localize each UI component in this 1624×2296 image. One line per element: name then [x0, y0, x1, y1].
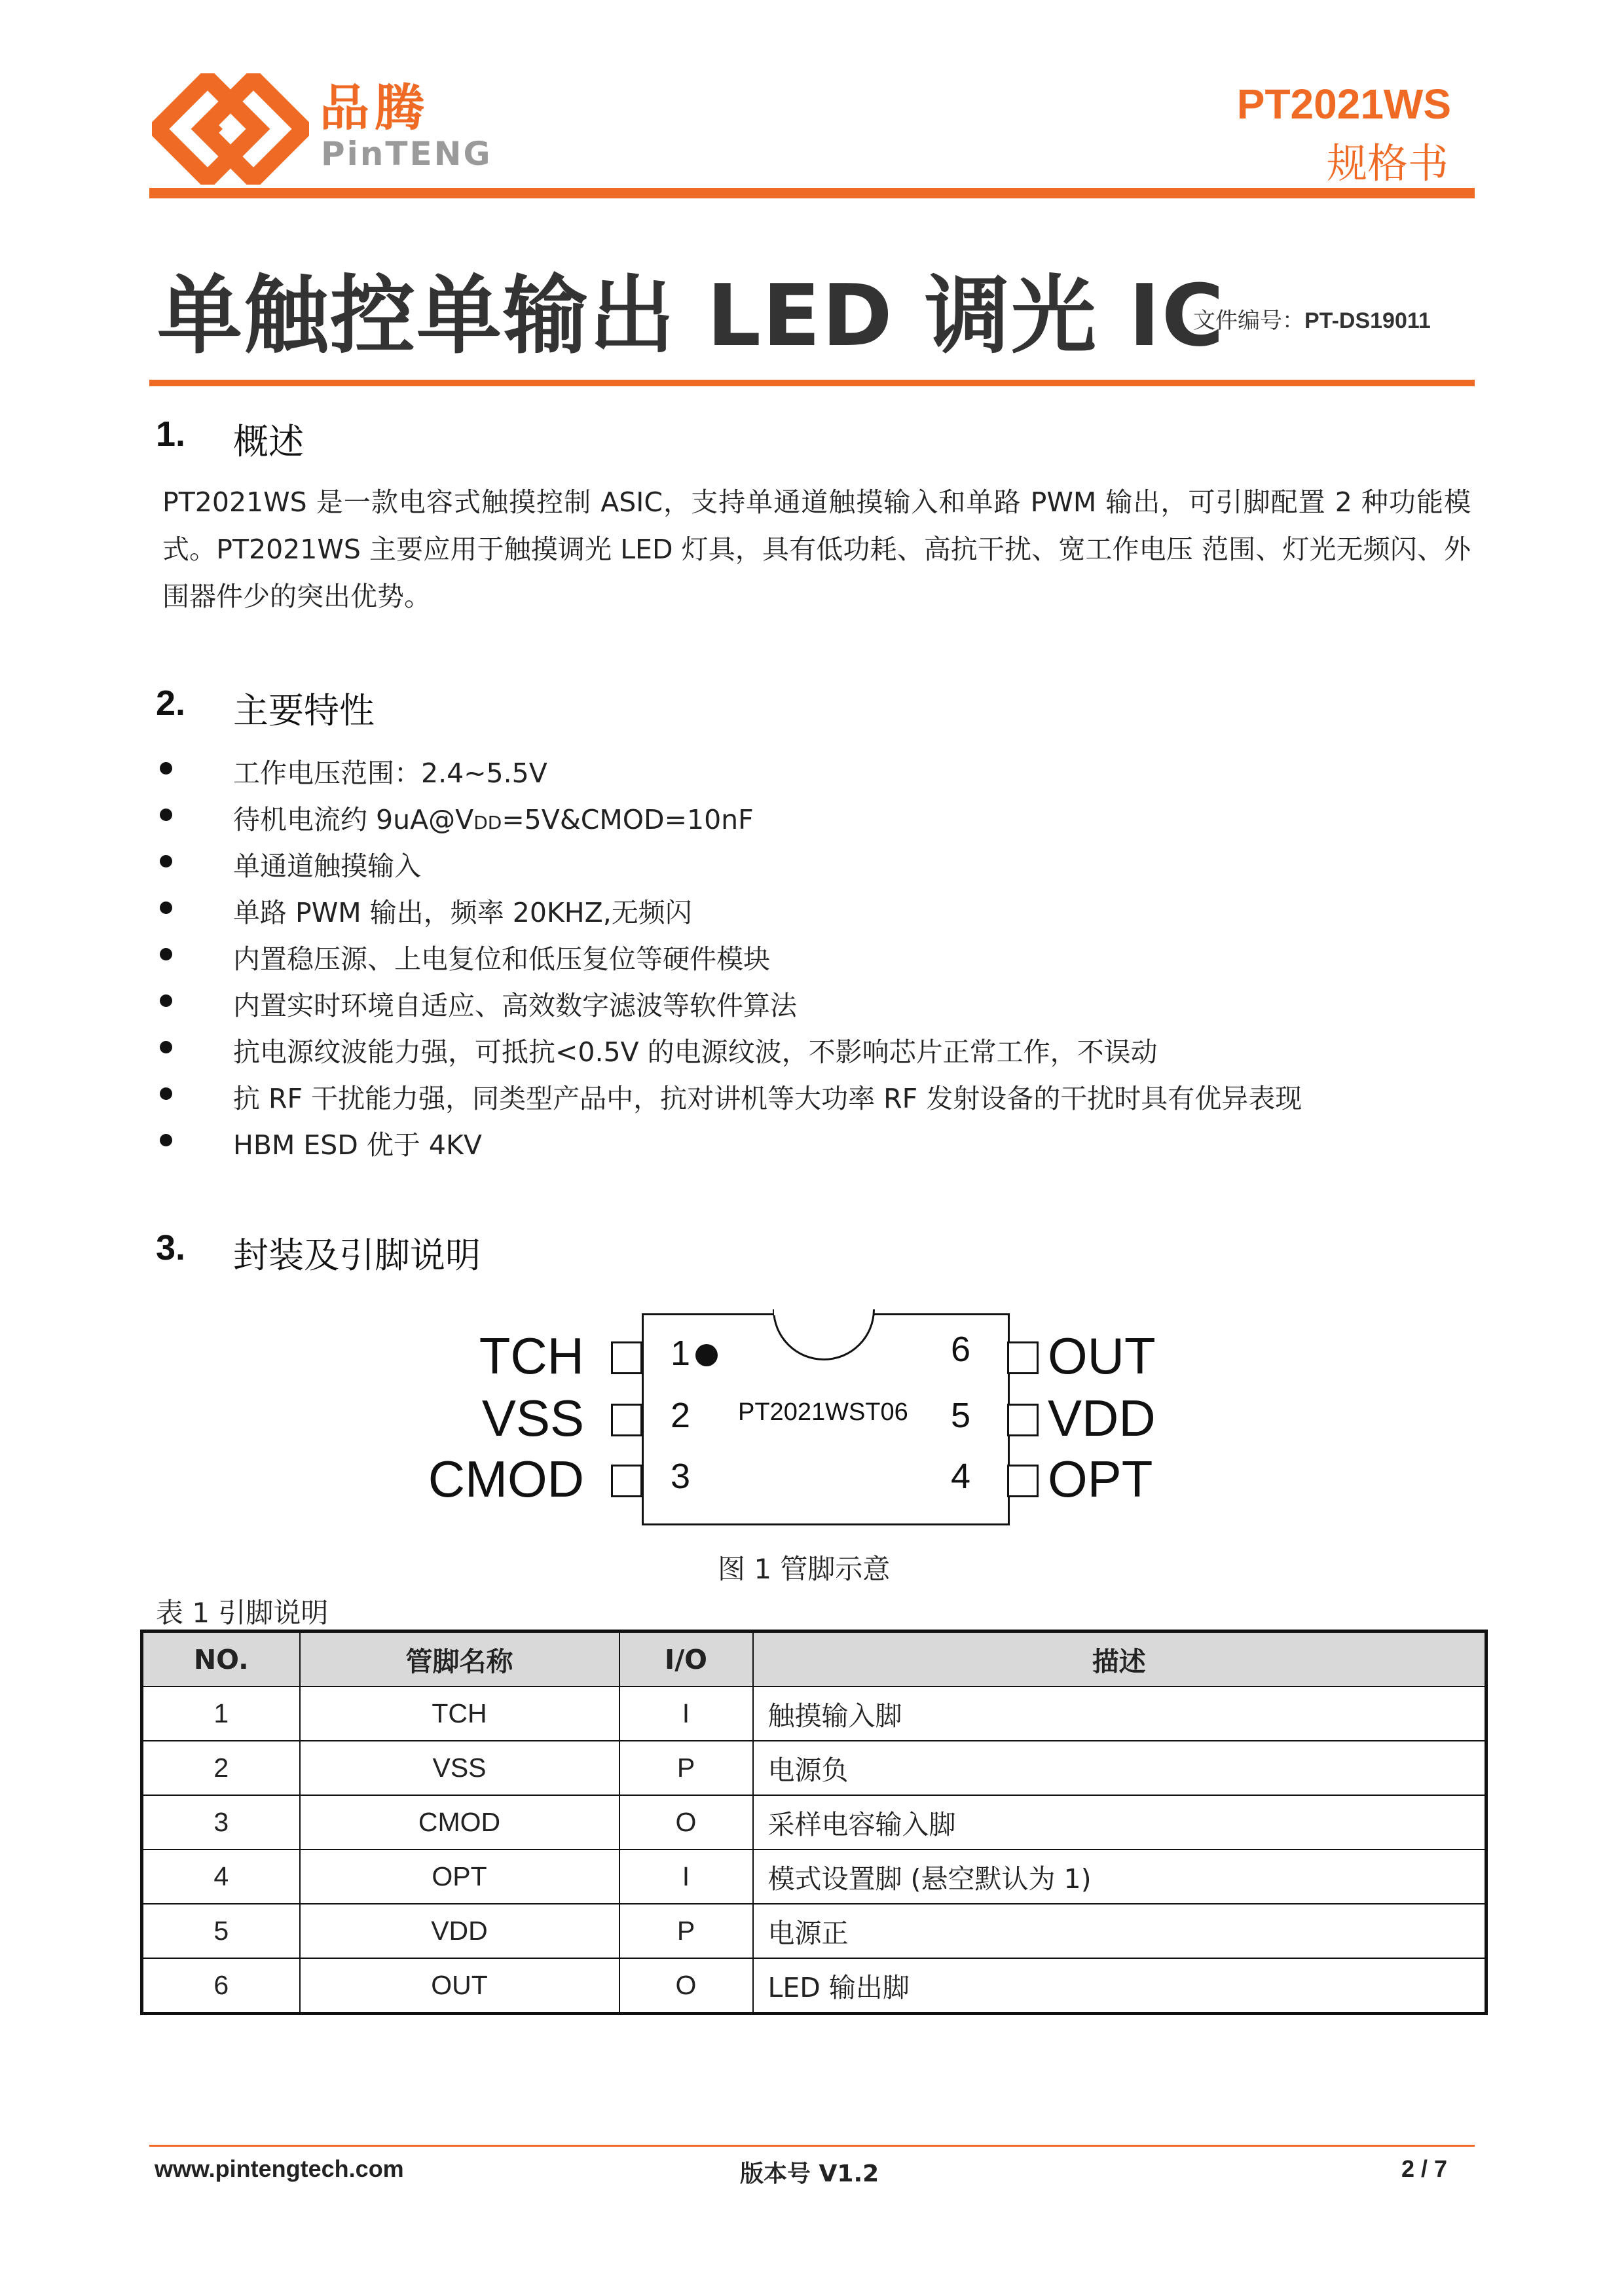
bullet-icon	[160, 902, 172, 914]
bullet-icon	[160, 948, 172, 960]
feature-item: 单通道触摸输入	[233, 850, 421, 882]
table-row	[142, 1850, 1486, 1904]
chip-part-number: PT2021WST06	[738, 1398, 908, 1426]
table-cell: P	[619, 1904, 753, 1958]
pin-label-right-4: OPT	[1048, 1450, 1153, 1508]
section-1-title: 概述	[233, 421, 304, 462]
pin-number: 3	[671, 1457, 691, 1496]
table-row	[142, 1795, 1486, 1850]
feature-item: 工作电压范围：2.4~5.5V	[233, 757, 547, 789]
table-row	[142, 1958, 1486, 2014]
pin-label-left-3: CMOD	[428, 1450, 584, 1508]
doc-number-label: 文件编号：	[1193, 308, 1304, 334]
section-1-number: 1.	[156, 414, 186, 454]
pin-label-left-1: TCH	[479, 1327, 584, 1385]
pin-pad	[1007, 1465, 1039, 1497]
table-cell: 5	[142, 1904, 300, 1958]
table-row	[142, 1741, 1486, 1795]
doc-product-code: PT2021WS	[1236, 81, 1451, 128]
brand-name-en: PinTENG	[321, 135, 492, 173]
table-cell: VDD	[300, 1904, 619, 1958]
pin-pad	[1007, 1404, 1039, 1436]
footer-rule	[149, 2145, 1475, 2147]
table-cell: 触摸输入脚	[753, 1686, 1486, 1741]
feature-item	[233, 798, 754, 837]
bullet-icon	[160, 855, 172, 867]
footer-page-number: 2 / 7	[1401, 2155, 1448, 2182]
table-caption: 表 1 引脚说明	[156, 1597, 329, 1629]
feature-item: HBM ESD 优于 4KV	[233, 1129, 482, 1161]
doc-kind: 规格书	[1326, 139, 1449, 187]
table-cell: 电源正	[753, 1904, 1486, 1958]
table-cell: CMOD	[300, 1795, 619, 1850]
pin-pad	[611, 1465, 642, 1497]
feature-item: 单路 PWM 输出，频率 20KHZ,无频闪	[233, 897, 692, 928]
section-2-title: 主要特性	[233, 690, 375, 731]
feature-subscript: DD	[473, 812, 502, 833]
pin-number: 5	[951, 1396, 971, 1435]
table-cell: 6	[142, 1958, 300, 2014]
section-1-body: PT2021WS 是一款电容式触摸控制 ASIC，支持单通道触摸输入和单路 PWM 输出，可引脚配置 2 种功能模式。PT2021WS 主要应用于触摸调光 LED 灯具，具有低功耗、高抗干扰、宽工作电压 范围、灯光无频闪、外围器件少的突出优势。	[162, 486, 1471, 612]
pin-label-right-6: OUT	[1048, 1327, 1156, 1385]
figure-caption: 图 1 管脚示意	[718, 1553, 891, 1585]
table-cell: 2	[142, 1741, 300, 1795]
chip-notch-mask	[774, 1309, 870, 1315]
table-cell: 3	[142, 1795, 300, 1850]
footer-version: 版本号 V1.2	[740, 2160, 879, 2187]
pin-number: 2	[671, 1396, 691, 1435]
doc-number-value: PT-DS19011	[1304, 308, 1431, 333]
pin-pad	[611, 1341, 642, 1374]
pin-number: 6	[951, 1330, 971, 1369]
section-3-title: 封装及引脚说明	[233, 1235, 481, 1276]
page-title: 单触控单输出 LED 调光 IC	[157, 266, 1226, 365]
table-header-cell: I/O	[619, 1631, 753, 1687]
brand-logo-mark	[152, 73, 309, 185]
pin-1-marker-icon	[695, 1344, 718, 1366]
pin-pad	[1007, 1341, 1039, 1374]
feature-item: 抗 RF 干扰能力强，同类型产品中，抗对讲机等大功率 RF 发射设备的干扰时具有优异表现	[233, 1083, 1302, 1114]
table-cell: 4	[142, 1850, 300, 1904]
table-cell: O	[619, 1795, 753, 1850]
section-2-number: 2.	[156, 683, 186, 723]
pin-label-right-5: VDD	[1048, 1389, 1156, 1447]
table-cell: I	[619, 1686, 753, 1741]
table-row	[142, 1904, 1486, 1958]
table-cell: O	[619, 1958, 753, 2014]
pin-number: 4	[951, 1457, 971, 1496]
brand-name-cn: 品腾	[320, 79, 430, 137]
doc-number	[1193, 302, 1431, 335]
feature-item: 内置实时环境自适应、高效数字滤波等软件算法	[233, 990, 797, 1021]
bullet-icon	[160, 1087, 172, 1100]
table-header-cell: 管脚名称	[300, 1631, 619, 1687]
bullet-icon	[160, 994, 172, 1007]
table-cell: P	[619, 1741, 753, 1795]
table-header-row	[142, 1631, 1486, 1687]
section-3-number: 3.	[156, 1228, 186, 1267]
table-cell: 模式设置脚 (悬空默认为 1)	[753, 1850, 1486, 1904]
feature-item: 内置稳压源、上电复位和低压复位等硬件模块	[233, 943, 770, 975]
pin-pad	[611, 1404, 642, 1436]
table-cell: I	[619, 1850, 753, 1904]
table-header-cell: 描述	[753, 1631, 1486, 1687]
table-header-cell: NO.	[142, 1631, 300, 1687]
bullet-icon	[160, 1134, 172, 1146]
header-rule	[149, 188, 1475, 198]
footer-website-link[interactable]: www.pintengtech.com	[155, 2155, 404, 2182]
pin-label-left-2: VSS	[481, 1389, 584, 1447]
title-rule	[149, 380, 1475, 386]
table-cell: LED 输出脚	[753, 1958, 1486, 2014]
pin-description-table	[140, 1630, 1488, 2015]
table-cell: VSS	[300, 1741, 619, 1795]
pin-number: 1	[671, 1334, 691, 1373]
table-cell: OPT	[300, 1850, 619, 1904]
table-cell: TCH	[300, 1686, 619, 1741]
bullet-icon	[160, 762, 172, 774]
bullet-icon	[160, 1041, 172, 1053]
table-cell: 电源负	[753, 1741, 1486, 1795]
table-cell: 采样电容输入脚	[753, 1795, 1486, 1850]
table-cell: 1	[142, 1686, 300, 1741]
feature-text: 待机电流约 9uA@V	[233, 804, 474, 835]
feature-text: =5V&CMOD=10nF	[502, 804, 754, 835]
table-cell: OUT	[300, 1958, 619, 2014]
table-row	[142, 1686, 1486, 1741]
feature-item: 抗电源纹波能力强，可抵抗<0.5V 的电源纹波，不影响芯片正常工作，不误动	[233, 1036, 1158, 1068]
bullet-icon	[160, 809, 172, 821]
